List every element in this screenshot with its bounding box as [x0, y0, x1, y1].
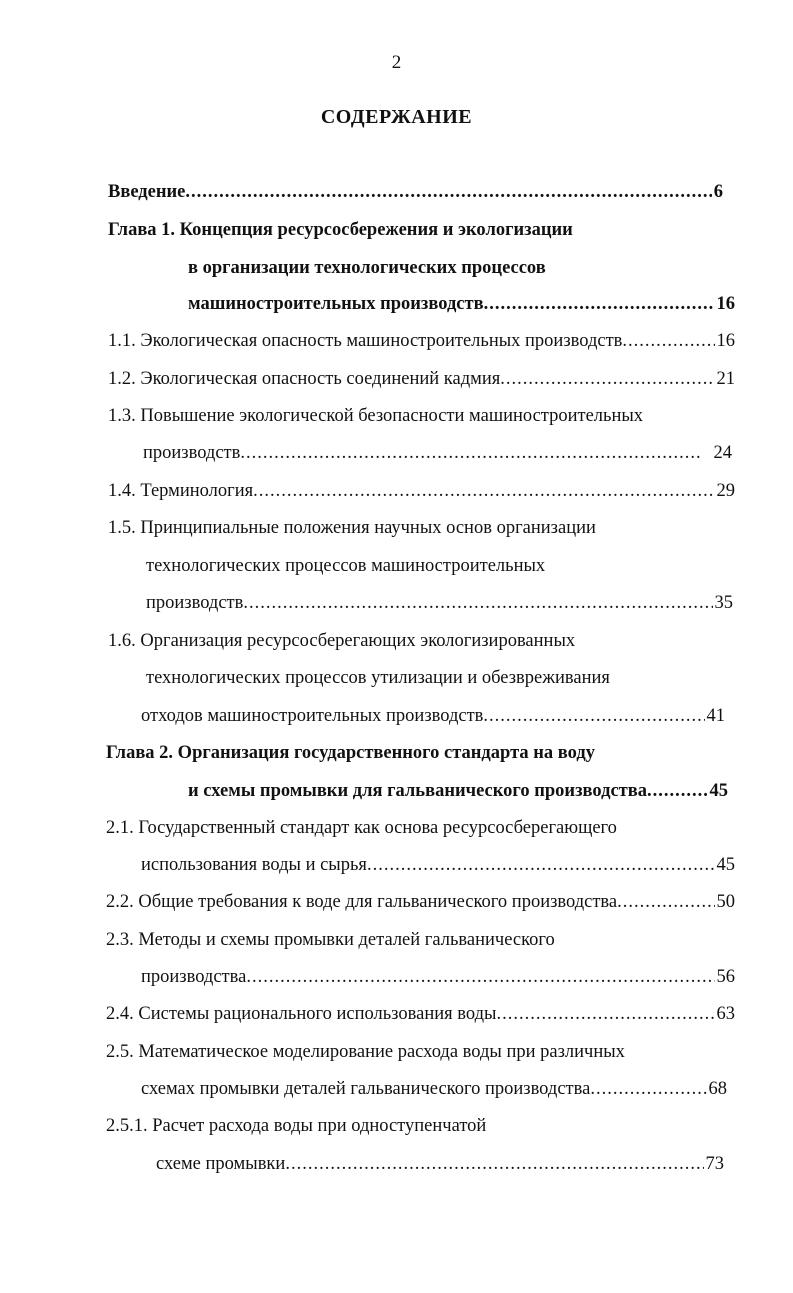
- toc-entry-2-3: 2.3. Методы и схемы промывки деталей гальванического: [106, 930, 555, 950]
- toc-entry-text: 1.1. Экологическая опасность машиностроительных производств: [108, 331, 623, 351]
- toc-chapter-2-heading: Глава 2. Организация государственного стандарта на воду: [106, 743, 595, 763]
- toc-entry-page: 16: [716, 331, 735, 351]
- toc-entry-text: отходов машиностроительных производств: [141, 706, 484, 726]
- toc-entry-1-5-end: [146, 591, 733, 615]
- page-number: 2: [391, 52, 402, 73]
- toc-entry-page: 16: [716, 294, 735, 314]
- toc-entry-page: 29: [716, 481, 735, 501]
- toc-leader-dots: [285, 1152, 703, 1176]
- toc-entry-page: 68: [708, 1079, 727, 1099]
- toc-entry-page: 6: [713, 182, 723, 202]
- toc-entry-text: 1.4. Терминология: [108, 481, 254, 501]
- toc-chapter-1-heading-end: [188, 292, 735, 316]
- toc-entry-1-6-end: [141, 704, 725, 728]
- toc-leader-dots: [500, 367, 714, 391]
- toc-entry-text: и схемы промывки для гальванического производства: [188, 781, 647, 801]
- toc-entry-1-6-cont: технологических процессов утилизации и обезвреживания: [146, 668, 610, 688]
- toc-entry-page: 63: [716, 1004, 735, 1024]
- toc-entry-1-5-cont: технологических процессов машиностроительных: [146, 556, 546, 576]
- toc-entry-2-1-end: [141, 853, 735, 877]
- toc-entry-page: 45: [716, 855, 735, 875]
- toc-entry-page: 21: [716, 369, 735, 389]
- toc-leader-dots: [367, 853, 715, 877]
- toc-entry-1-6: 1.6. Организация ресурсосберегающих экологизированных: [108, 631, 576, 651]
- toc-leader-dots: [484, 292, 715, 316]
- toc-entry-page: 73: [705, 1154, 724, 1174]
- toc-entry-text: производств: [143, 443, 241, 463]
- toc-entry-text: Введение: [108, 182, 186, 202]
- toc-entry-page: 35: [714, 593, 733, 613]
- toc-entry-text: производства: [141, 967, 247, 987]
- toc-entry-text: производств: [146, 593, 244, 613]
- toc-entry-2-3-end: [141, 965, 735, 989]
- page-title: СОДЕРЖАНИЕ: [320, 106, 473, 128]
- toc-chapter-1-heading-cont: в организации технологических процессов: [188, 258, 546, 278]
- toc-entry-text: 1.2. Экологическая опасность соединений кадмия: [108, 369, 501, 389]
- toc-entry-page: 41: [706, 706, 725, 726]
- toc-leader-dots: [253, 479, 714, 503]
- toc-leader-dots: [496, 1002, 714, 1026]
- toc-entry-2-5-1: 2.5.1. Расчет расхода воды при одноступенчатой: [106, 1116, 487, 1136]
- toc-entry-text: использования воды и сырья: [141, 855, 367, 875]
- toc-entry-1-1: [108, 329, 735, 353]
- toc-entry-2-2: [106, 890, 735, 914]
- toc-entry-2-5: 2.5. Математическое моделирование расхода воды при различных: [106, 1042, 625, 1062]
- toc-entry-text: 2.4. Системы рационального использования воды: [106, 1004, 497, 1024]
- toc-entry-1-3-end: [143, 441, 732, 465]
- toc-entry-2-5-end: [141, 1077, 727, 1101]
- toc-leader-dots: [243, 591, 712, 615]
- toc-entry-1-3: 1.3. Повышение экологической безопасности машиностроительных: [108, 406, 644, 426]
- toc-entry-text: схеме промывки: [156, 1154, 286, 1174]
- toc-leader-dots: [185, 180, 711, 204]
- toc-leader-dots: [617, 890, 714, 914]
- toc-entry-1-5: 1.5. Принципиальные положения научных основ организации: [108, 518, 596, 538]
- toc-entry-page: 56: [716, 967, 735, 987]
- toc-entry-1-4: [108, 479, 735, 503]
- toc-entry-1-2: [108, 367, 735, 391]
- toc-leader-dots: [622, 329, 714, 353]
- toc-entry-text: 2.2. Общие требования к воде для гальванического производства: [106, 892, 618, 912]
- toc-entry-page: 45: [709, 781, 728, 801]
- toc-entry-page: 24: [713, 443, 732, 463]
- toc-entry-page: 50: [716, 892, 735, 912]
- toc-entry-2-5-1-end: [156, 1152, 724, 1176]
- toc-leader-dots: [246, 965, 714, 989]
- toc-entry-text: схемах промывки деталей гальванического производства: [141, 1079, 591, 1099]
- toc-entry-2-4: [106, 1002, 735, 1026]
- toc-leader-dots: [590, 1077, 706, 1101]
- toc-leader-dots: [240, 441, 699, 465]
- toc-entry-text: машиностроительных производств: [188, 294, 484, 314]
- toc-entry-2-1: 2.1. Государственный стандарт как основа ресурсосберегающего: [106, 818, 617, 838]
- toc-chapter-2-heading-end: [188, 779, 728, 803]
- toc-entry-introduction: [108, 180, 723, 204]
- toc-leader-dots: [483, 704, 704, 728]
- toc-chapter-1-heading: Глава 1. Концепция ресурсосбережения и экологизации: [108, 220, 573, 240]
- toc-leader-dots: [647, 779, 708, 803]
